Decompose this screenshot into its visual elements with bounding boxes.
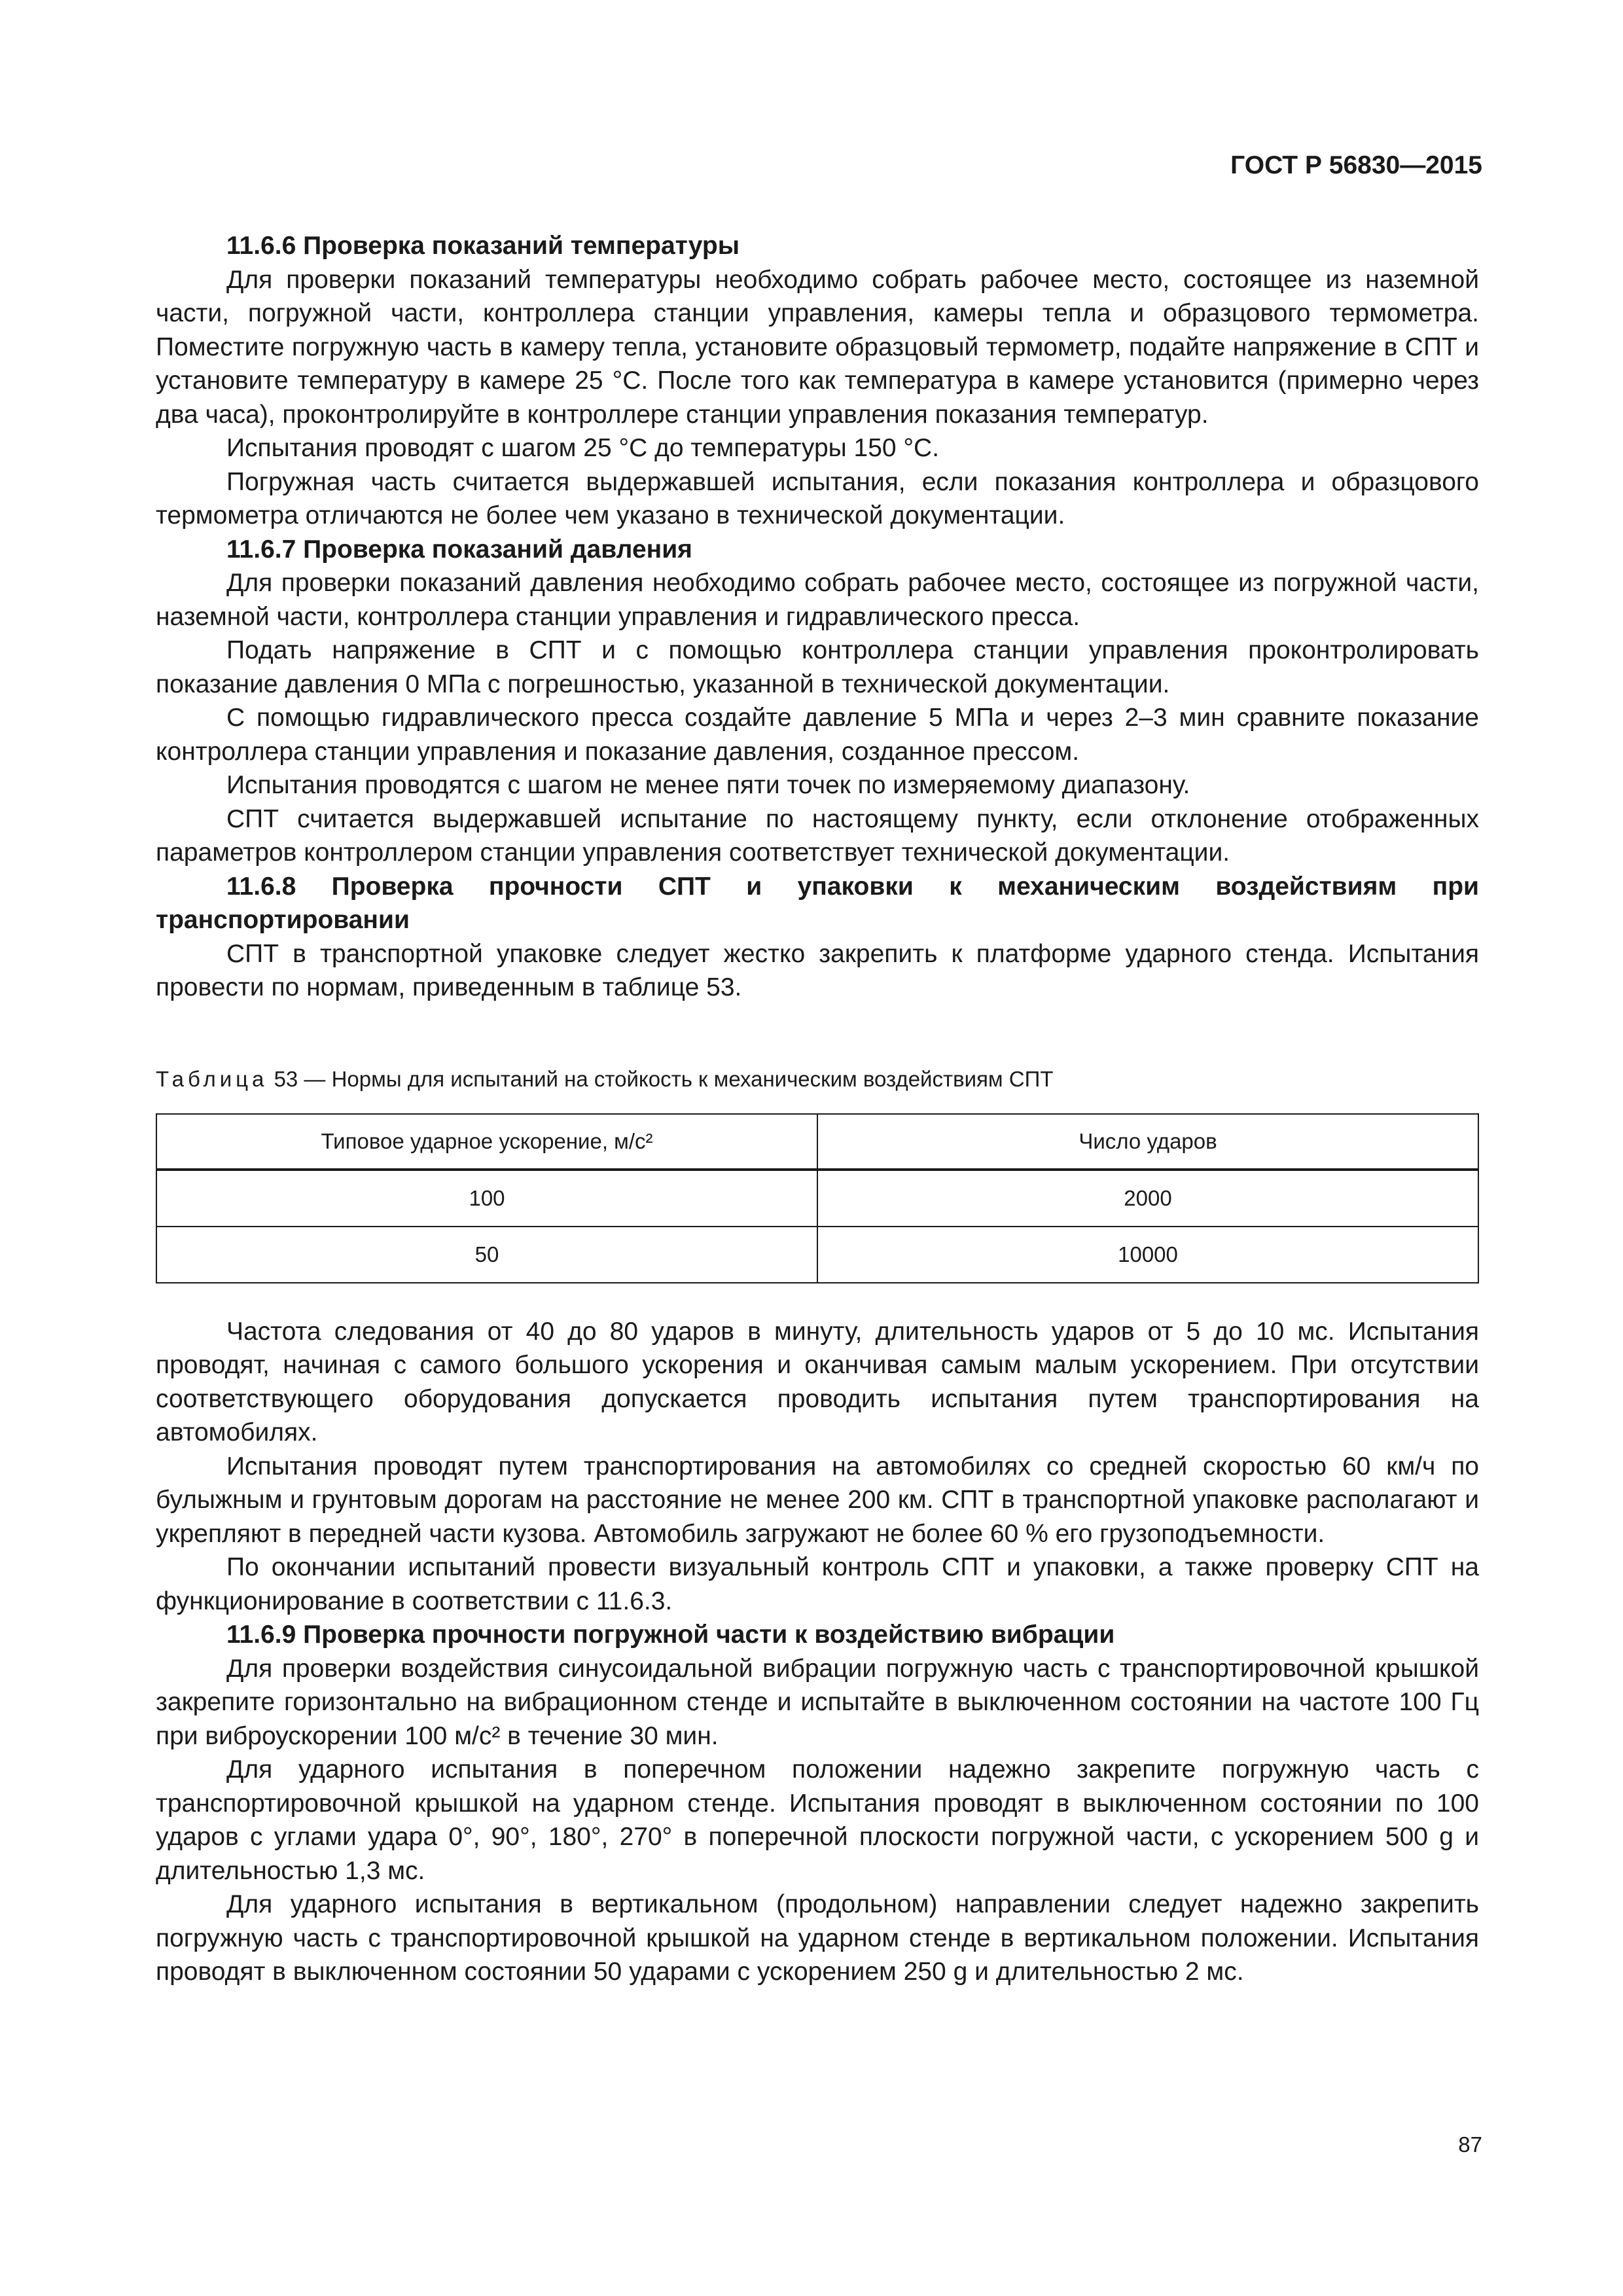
paragraph: Для проверки показаний температуры необходимо собрать рабочее место, состоящее из наземной части, погружной части, контроллера станции управления, камеры тепла и образцового термометра. Поместите погружную часть в камеру тепла, установите образцовый термометр, подайте напряжение в СПТ и установите температуру в камере 25 °С. После того как температура в камере установится (примерно через два часа), проконтролируйте в контроллере станции управления показания температур. (156, 265, 1479, 429)
table-header-row (156, 1114, 1478, 1170)
table-header-shock-count: Число ударов (817, 1114, 1478, 1170)
table-caption-label: Таблица (156, 1066, 268, 1091)
table-caption-text: 53 — Нормы для испытаний на стойкость к механическим воздействиям СПТ (274, 1066, 1054, 1091)
paragraph: С помощью гидравлического пресса создайте давление 5 МПа и через 2–3 мин сравните показание контроллера станции управления и показание давления, созданное прессом. (156, 704, 1479, 766)
paragraph: Испытания проводят путем транспортирования на автомобилях со средней скоростью 60 км/ч по булыжным и грунтовым дорогам на расстояние не менее 200 км. СПТ в транспортной упаковке располагают и укрепляют в передней части кузова. Автомобиль загружают не более 60 % его грузоподъемности. (156, 1452, 1479, 1548)
paragraph: СПТ считается выдержавшей испытание по настоящему пункту, если отклонение отображенных параметров контроллером станции управления соответствует технической документации. (156, 804, 1479, 867)
table-row (156, 1227, 1478, 1283)
paragraph: Погружная часть считается выдержавшей испытания, если показания контроллера и образцового термометра отличаются не более чем указано в технической документации. (156, 467, 1479, 529)
standard-code: ГОСТ Р 56830—2015 (1230, 151, 1482, 179)
page-content (156, 229, 1479, 1989)
paragraph: Для проверки показаний давления необходимо собрать рабочее место, состоящее из погружной части, наземной части, контроллера станции управления и гидравлического пресса. (156, 569, 1479, 631)
table-cell: 10000 (817, 1227, 1478, 1283)
paragraph: Для ударного испытания в поперечном положении надежно закрепите погружную часть с транспортировочной крышкой на ударном стенде. Испытания проводят в выключенном состоянии по 100 ударов с углами удара 0°, 90°, 180°, 270° в поперечной плоскости погружной части, с ускорением 500 g и длительностью 1,3 мс. (156, 1755, 1479, 1885)
after-table-text (156, 1315, 1479, 1989)
section-heading-11-6-7: 11.6.7 Проверка показаний давления (226, 535, 692, 564)
section-heading-11-6-9: 11.6.9 Проверка прочности погружной части к воздействию вибрации (226, 1621, 1115, 1649)
table-caption (156, 1065, 1479, 1094)
norms-table (156, 1113, 1479, 1283)
paragraph: СПТ в транспортной упаковке следует жестко закрепить к платформе ударного стенда. Испытания провести по нормам, приведенным в таблице 53. (156, 939, 1479, 1001)
paragraph: Подать напряжение в СПТ и с помощью контроллера станции управления проконтролировать показание давления 0 МПа с погрешностью, указанной в технической документации. (156, 636, 1479, 698)
paragraph: Для ударного испытания в вертикальном (продольном) направлении следует надежно закрепить погружную часть с транспортировочной крышкой на ударном стенде в вертикальном положении. Испытания проводят в выключенном состоянии 50 ударами с ускорением 250 g и длительностью 2 мс. (156, 1890, 1479, 1986)
paragraph: Для проверки воздействия синусоидальной вибрации погружную часть с транспортировочной крышкой закрепите горизонтально на вибрационном стенде и испытайте в выключенном состоянии на частоте 100 Гц при виброускорении 100 м/с² в течение 30 мин. (156, 1654, 1479, 1750)
paragraph: Испытания проводятся с шагом не менее пяти точек по измеряемому диапазону. (226, 771, 1190, 799)
paragraph: Испытания проводят с шагом 25 °С до температуры 150 °С. (226, 434, 940, 462)
page-number: 87 (1458, 2132, 1482, 2157)
section-heading-11-6-8: 11.6.8 Проверка прочности СПТ и упаковки к механическим воздействиям при транспортировании (156, 872, 1479, 934)
paragraph: Частота следования от 40 до 80 ударов в минуту, длительность ударов от 5 до 10 мс. Испытания проводят, начиная с самого большого ускорения и оканчивая самым малым ускорением. При отсутствии соответствующего оборудования допускается проводить испытания путем транспортирования на автомобилях. (156, 1317, 1479, 1446)
section-heading-11-6-6: 11.6.6 Проверка показаний температуры (226, 232, 740, 260)
paragraph: По окончании испытаний провести визуальный контроль СПТ и упаковки, а также проверку СПТ на функционирование в соответствии с 11.6.3. (156, 1553, 1479, 1615)
table-header-acceleration: Типовое ударное ускорение, м/с² (156, 1114, 817, 1170)
table-cell: 100 (156, 1170, 817, 1227)
table-cell: 2000 (817, 1170, 1478, 1227)
table-row (156, 1170, 1478, 1227)
table-cell: 50 (156, 1227, 817, 1283)
